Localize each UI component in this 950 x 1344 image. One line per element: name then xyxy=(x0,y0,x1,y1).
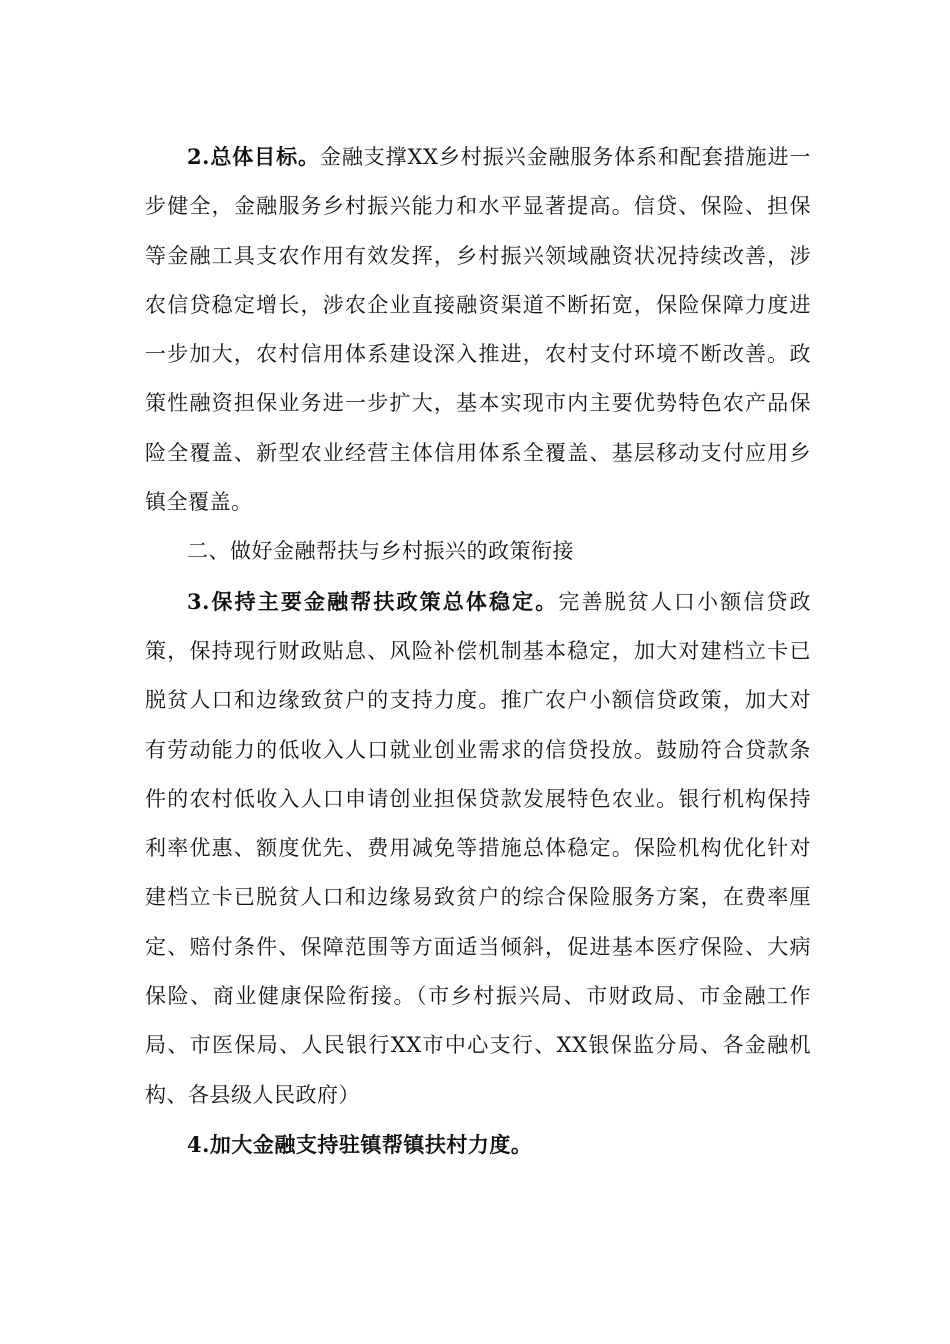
paragraph-lead: 2.总体目标。 xyxy=(187,144,320,169)
document-page xyxy=(145,132,811,1170)
paragraph-town-support xyxy=(145,1120,811,1170)
section-heading xyxy=(145,527,811,576)
paragraph-policy-stability xyxy=(145,577,811,1120)
paragraph-body: 金融支撑XX乡村振兴金融服务体系和配套措施进一步健全，金融服务乡村振兴能力和水平显著提高。信贷、保险、担保等金融工具支农作用有效发挥，乡村振兴领域融资状况持续改善，涉农信贷稳定增长，涉农企业直接融资渠道不断拓宽，保险保障力度进一步加大，农村信用体系建设深入推进，农村支付环境不断改善。政策性融资担保业务进一步扩大，基本实现市内主要优势特色农产品保险全覆盖、新型农业经营主体信用体系全覆盖、基层移动支付应用乡镇全覆盖。 xyxy=(145,145,811,515)
paragraph-lead: 4.加大金融支持驻镇帮镇扶村力度。 xyxy=(187,1131,533,1157)
paragraph-body: 完善脱贫人口小额信贷政策，保持现行财政贴息、风险补偿机制基本稳定，加大对建档立卡已脱贫人口和边缘致贫户的支持力度。推广农户小额信贷政策，加大对有劳动能力的低收入人口就业创业需求的信贷投放。鼓励符合贷款条件的农村低收入人口申请创业担保贷款发展特色农业。银行机构保持利率优惠、额度优先、费用减免等措施总体稳定。保险机构优化针对建档立卡已脱贫人口和边缘易致贫户的综合保险服务方案，在费率厘定、赔付条件、保障范围等方面适当倾斜，促进基本医疗保险、大病保险、商业健康保险衔接。（市乡村振兴局、市财政局、市金融工作局、市医保局、人民银行XX市中心支行、XX银保监分局、各金融机构、各县级人民政府） xyxy=(145,589,812,1107)
paragraph-overall-goal xyxy=(145,132,811,527)
paragraph-lead: 3.保持主要金融帮扶政策总体稳定。 xyxy=(187,588,559,614)
section-heading-text: 二、做好金融帮扶与乡村振兴的政策衔接 xyxy=(187,539,574,564)
